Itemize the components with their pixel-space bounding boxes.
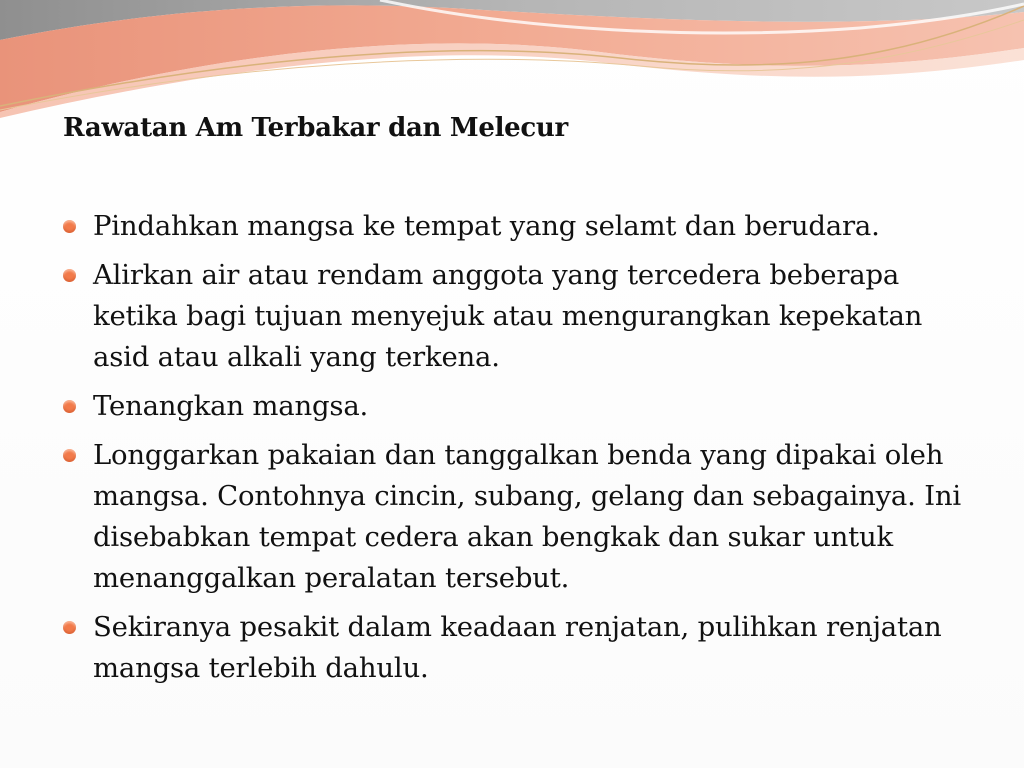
bullet-text: Sekiranya pesakit dalam keadaan renjatan, pulihkan renjatan mangsa terlebih dahulu. bbox=[93, 611, 942, 684]
bullet-dot-icon bbox=[63, 220, 76, 233]
bullet-list bbox=[63, 206, 963, 697]
bullet-text: Longgarkan pakaian dan tanggalkan benda yang dipakai oleh mangsa. Contohnya cincin, subang, gelang dan sebagainya. Ini disebabkan tempat cedera akan bengkak dan sukar untuk menanggalkan peralatan tersebut. bbox=[93, 439, 961, 594]
bullet-dot-icon bbox=[63, 269, 76, 282]
bullet-dot-icon bbox=[63, 449, 76, 462]
bullet-text: Alirkan air atau rendam anggota yang tercedera beberapa ketika bagi tujuan menyejuk atau mengurangkan kepekatan asid atau alkali yang terkena. bbox=[93, 259, 923, 373]
list-item bbox=[63, 255, 963, 378]
list-item bbox=[63, 386, 963, 427]
bullet-dot-icon bbox=[63, 400, 76, 413]
bullet-text: Pindahkan mangsa ke tempat yang selamt dan berudara. bbox=[93, 210, 880, 242]
list-item bbox=[63, 206, 963, 247]
bullet-text: Tenangkan mangsa. bbox=[93, 390, 369, 422]
list-item bbox=[63, 435, 963, 599]
slide-title: Rawatan Am Terbakar dan Melecur bbox=[63, 113, 568, 143]
list-item bbox=[63, 607, 963, 689]
bullet-dot-icon bbox=[63, 621, 76, 634]
